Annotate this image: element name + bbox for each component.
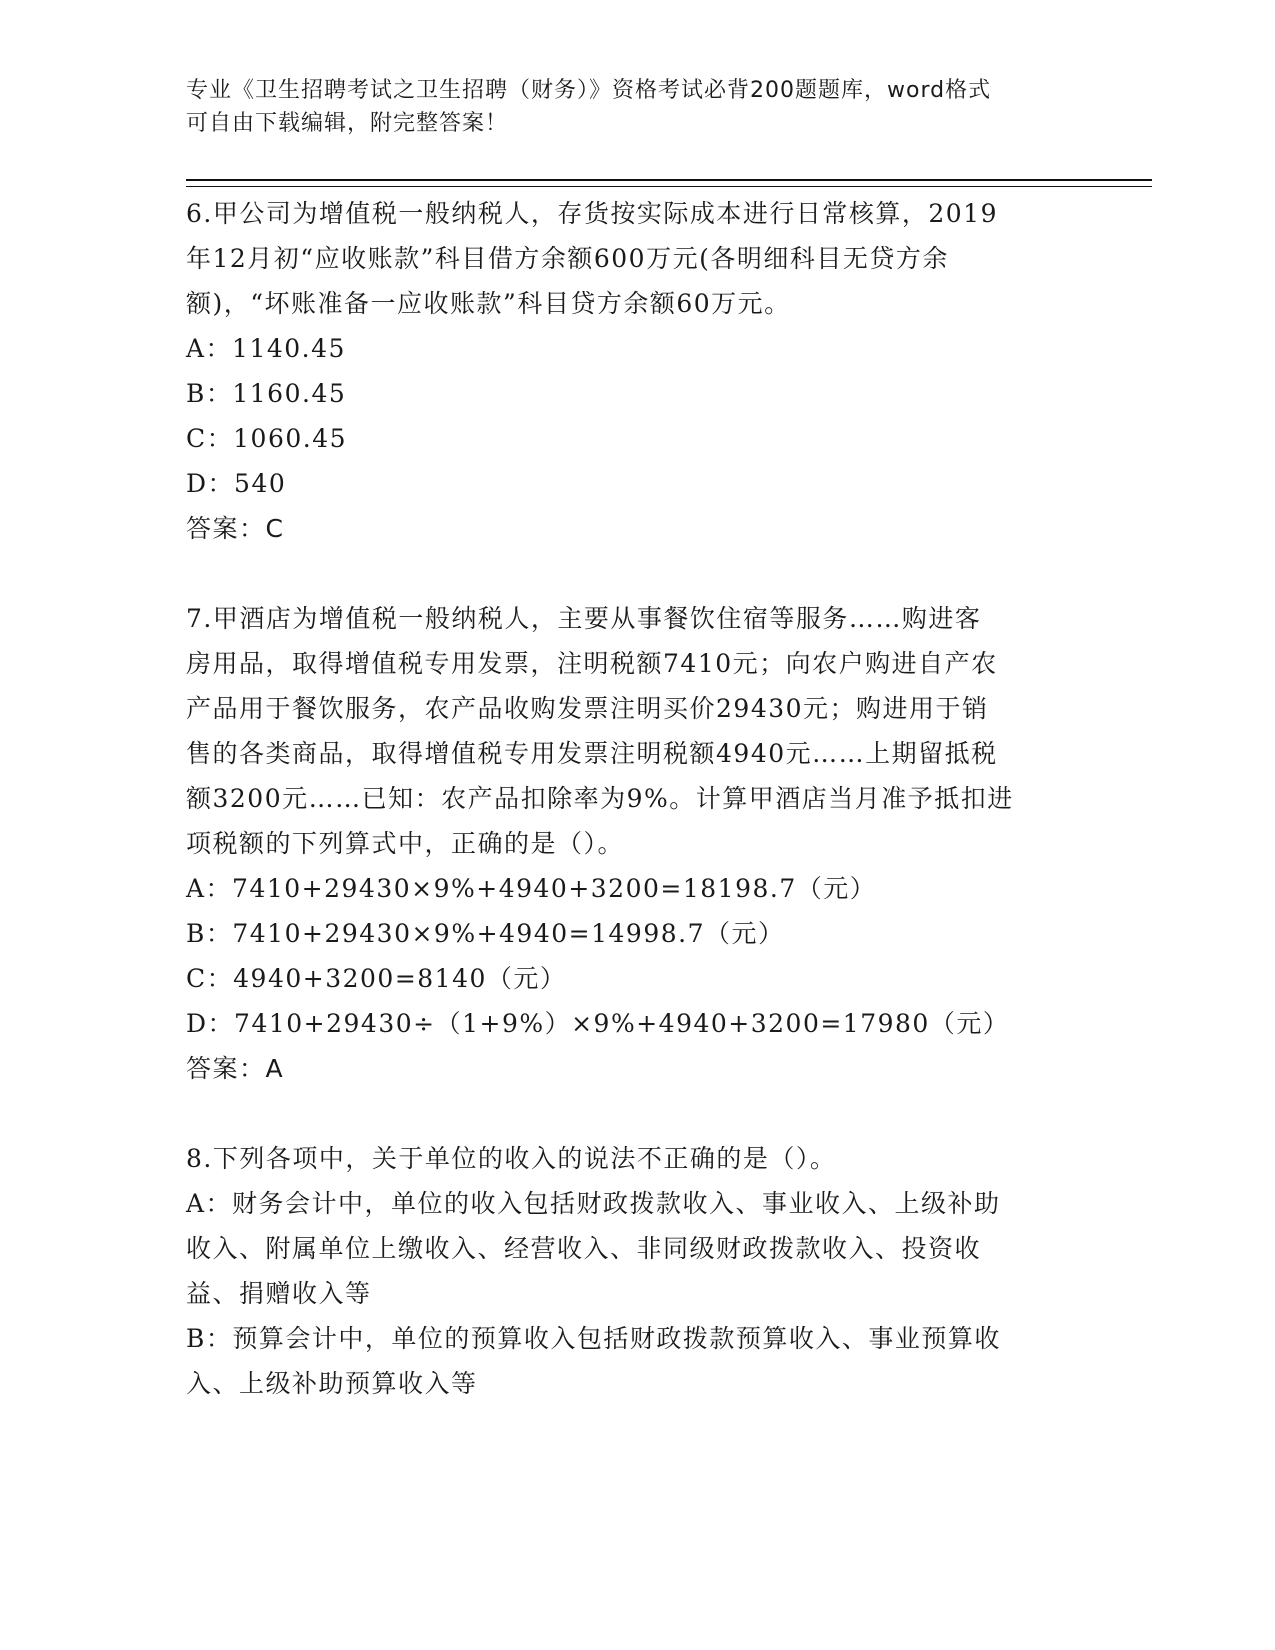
question-6-stem-line: 额)，“坏账准备一应收账款”科目贷方余额60万元。 xyxy=(186,289,791,318)
header-divider-thin xyxy=(186,186,1152,187)
question-6-option-d: D：540 xyxy=(186,469,287,498)
question-7-option-c: C：4940+3200=8140（元） xyxy=(186,964,567,993)
header-divider-thick xyxy=(186,179,1152,181)
question-7-answer: 答案：A xyxy=(186,1054,285,1083)
question-8-option-a-line: 收入、附属单位上缴收入、经营收入、非同级财政拨款收入、投资收 xyxy=(186,1234,982,1263)
question-spacer xyxy=(186,1092,1086,1136)
question-7-stem-line: 项税额的下列算式中，正确的是（）。 xyxy=(186,829,625,858)
question-6-option-c: C：1060.45 xyxy=(186,424,348,453)
question-8-stem xyxy=(186,1136,1086,1181)
question-list xyxy=(186,191,1086,1406)
question-8-option-a-line: A：财务会计中，单位的收入包括财政拨款收入、事业收入、上级补助 xyxy=(186,1189,1001,1218)
question-6-stem xyxy=(186,191,1086,326)
question-7-stem-line: 售的各类商品，取得增值税专用发票注明税额4940元……上期留抵税 xyxy=(186,739,998,768)
question-8-option-b xyxy=(186,1316,1086,1406)
question-7 xyxy=(186,596,1086,1092)
document-header xyxy=(186,74,1086,140)
question-8 xyxy=(186,1136,1086,1406)
question-7-stem xyxy=(186,596,1086,866)
question-6-option-b: B：1160.45 xyxy=(186,379,347,408)
question-6-stem-line: 6.甲公司为增值税一般纳税人，存货按实际成本进行日常核算，2019 xyxy=(186,199,998,228)
question-6-stem-line: 年12月初“应收账款”科目借方余额600万元(各明细科目无贷方余 xyxy=(186,244,949,273)
header-line-1: 专业《卫生招聘考试之卫生招聘（财务）》资格考试必背200题题库，word格式 xyxy=(186,78,992,103)
question-6-answer: 答案：C xyxy=(186,514,285,543)
question-7-stem-line: 7.甲酒店为增值税一般纳税人，主要从事餐饮住宿等服务……购进客 xyxy=(186,604,982,633)
question-8-option-a-line: 益、捐赠收入等 xyxy=(186,1279,372,1308)
question-6 xyxy=(186,191,1086,552)
question-7-stem-line: 额3200元……已知：农产品扣除率为9%。计算甲酒店当月准予抵扣进 xyxy=(186,784,1014,813)
question-7-stem-line: 房用品，取得增值税专用发票，注明税额7410元；向农户购进自产农 xyxy=(186,649,998,678)
question-spacer xyxy=(186,552,1086,596)
question-8-stem-line: 8.下列各项中，关于单位的收入的说法不正确的是（）。 xyxy=(186,1144,837,1173)
header-line-2: 可自由下载编辑，附完整答案！ xyxy=(186,111,509,136)
question-8-option-b-line: B：预算会计中，单位的预算收入包括财政拨款预算收入、事业预算收 xyxy=(186,1324,1001,1353)
question-8-option-a xyxy=(186,1181,1086,1316)
question-7-option-d: D：7410+29430÷（1+9%）×9%+4940+3200=17980（元） xyxy=(186,1009,1010,1038)
question-7-stem-line: 产品用于餐饮服务，农产品收购发票注明买价29430元；购进用于销 xyxy=(186,694,989,723)
question-8-option-b-line: 入、上级补助预算收入等 xyxy=(186,1369,478,1398)
question-6-option-a: A：1140.45 xyxy=(186,334,346,363)
question-7-option-b: B：7410+29430×9%+4940=14998.7（元） xyxy=(186,919,785,948)
question-7-option-a: A：7410+29430×9%+4940+3200=18198.7（元） xyxy=(186,874,877,903)
